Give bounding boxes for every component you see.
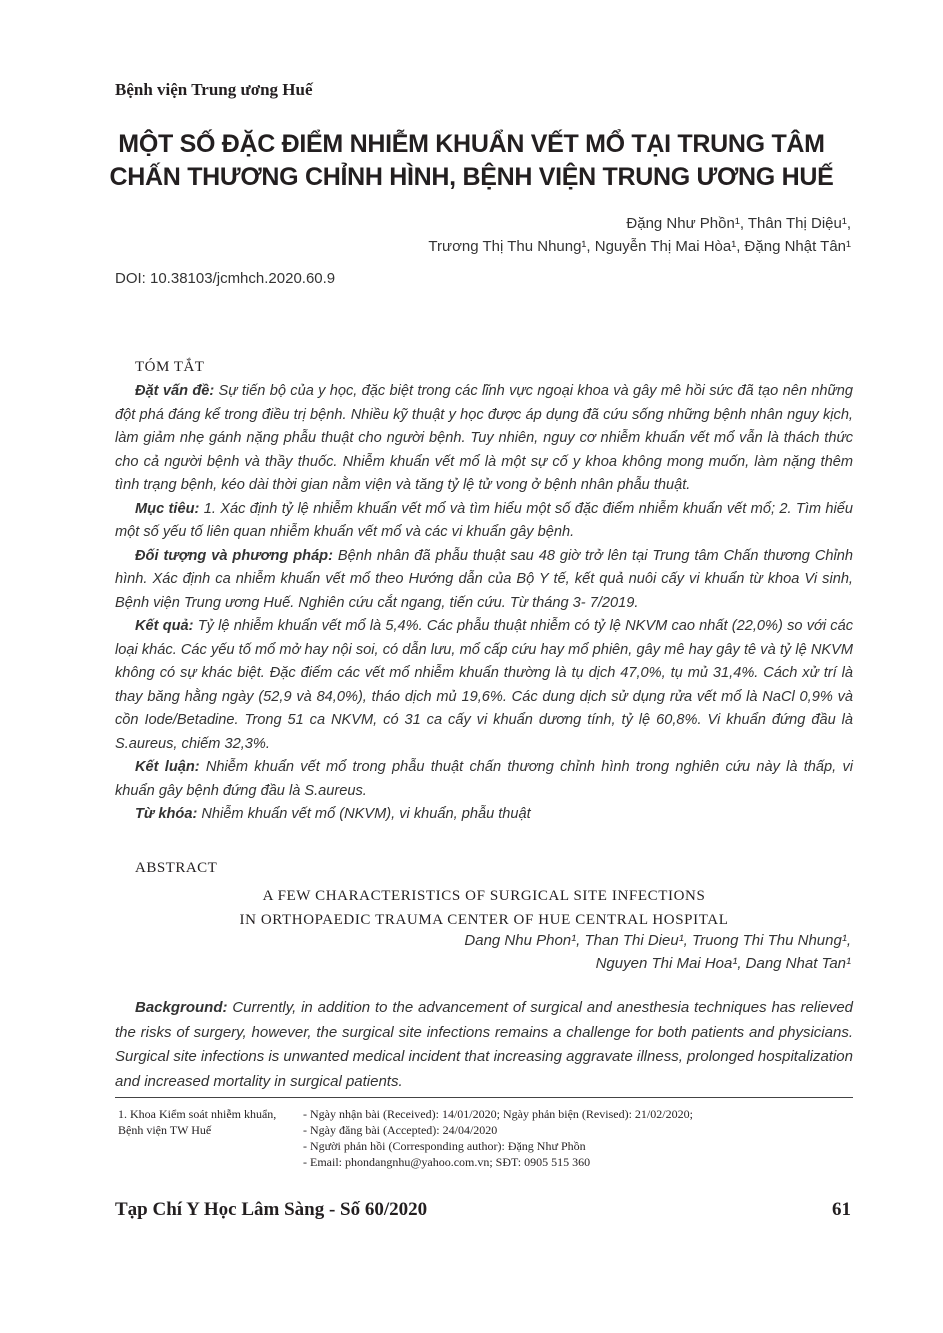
author-list <box>428 212 851 258</box>
title-line-2: CHẤN THƯƠNG CHỈNH HÌNH, BỆNH VIỆN TRUNG ƯƠNG HUẾ <box>109 163 834 191</box>
english-title-line-1: A FEW CHARACTERISTICS OF SURGICAL SITE INFECTIONS <box>262 888 706 904</box>
ket-luan-text: Nhiễm khuẩn vết mổ trong phẫu thuật chấn thương chỉnh hình trong nghiên cứu này là thấp, vi khuẩn gây bệnh đứng đầu là S.aureus. <box>115 759 853 799</box>
ket-qua-label: Kết quả: <box>135 618 194 634</box>
doi: DOI: 10.38103/jcmhch.2020.60.9 <box>115 270 336 287</box>
footnote-corresponding: - Người phản hồi (Corresponding author): Đặng Như Phồn <box>303 1139 586 1153</box>
ket-luan-label: Kết luận: <box>135 759 200 775</box>
page-number: 61 <box>832 1199 851 1220</box>
muc-tieu-text: 1. Xác định tỷ lệ nhiễm khuẩn vết mổ và tìm hiểu một số đặc điểm nhiễm khuẩn vết mổ; 2. Tìm hiểu một số yếu tố liên quan nhiễm khuẩn vết mổ và các vi khuẩn gây bệnh. <box>115 500 853 540</box>
abstract-heading: ABSTRACT <box>135 860 218 876</box>
ket-qua-text: Tỷ lệ nhiễm khuẩn vết mổ là 5,4%. Các phẫu thuật nhiễm có tỷ lệ NKVM cao nhất (22,0%) so với các loại khác. Các yếu tố mổ mở hay nội soi, có dẫn lưu, mổ cấp cứu hay mổ phiên, gây mê hay gây tê và tỷ lệ NKVM không có sự khác biệt. Đặc điểm các vết mổ nhiễm khuẩn thường là tụ dịch 47,0%, tụ mủ 31,4%. Cách xử trí là thay băng hằng ngày (52,9 và 84,0%), tháo dịch mủ 19,6%. Các dung dịch sử dụng rửa vết mổ là NaCl 0,9% và cồn Iode/Betadine. Trong 51 ca NKVM, có 31 ca cấy vi khuẩn dương tính, tỷ lệ 60,8%. Vi khuẩn đứng đầu là S.aureus, chiếm 32,3%. <box>115 618 853 752</box>
english-authors-line-1: Dang Nhu Phon¹, Than Thi Dieu¹, Truong Thi Thu Nhung¹, <box>464 932 851 949</box>
title-line-1: MỘT SỐ ĐẶC ĐIỂM NHIỄM KHUẨN VẾT MỔ TẠI TRUNG TÂM <box>118 130 825 158</box>
footnote-affiliation: 1. Khoa Kiểm soát nhiễm khuẩn, Bệnh viện TW Huế <box>118 1107 277 1137</box>
footnote-divider <box>115 1097 853 1098</box>
tu-khoa-label: Từ khóa: <box>135 806 198 822</box>
vietnamese-abstract <box>115 380 853 827</box>
english-title <box>115 884 853 932</box>
tu-khoa-paragraph <box>115 803 853 827</box>
running-header: Bệnh viện Trung ương Huế <box>115 80 313 99</box>
muc-tieu-label: Mục tiêu: <box>135 500 200 517</box>
background-label: Background: <box>135 999 228 1016</box>
journal-footer: Tạp Chí Y Học Lâm Sàng - Số 60/2020 <box>115 1199 428 1220</box>
dat-van-de-label: Đặt vấn đề: <box>135 383 215 399</box>
ket-luan-paragraph <box>115 756 853 803</box>
authors-line-2: Trương Thị Thu Nhung¹, Nguyễn Thị Mai Hòa¹, Đặng Nhật Tân¹ <box>428 238 851 255</box>
background-paragraph <box>115 996 853 1094</box>
dat-van-de-paragraph <box>115 380 853 498</box>
dat-van-de-text: Sự tiến bộ của y học, đặc biệt trong các lĩnh vực ngoại khoa và gây mê hồi sức đã tạo nên những đột phá đáng kể trong điều trị bệnh. Nhiều kỹ thuật y học được áp dụng đã cứu sống những bệnh nhân nguy kịch, làm giảm nhẹ gánh nặng phẫu thuật cho người bệnh. Tuy nhiên, nguy cơ nhiễm khuẩn vết mổ vẫn là thách thức cho cả người bệnh và thầy thuốc. Nhiễm khuẩn vết mổ là một sự cố y khoa không mong muốn, làm nặng thêm tình trạng bệnh, kéo dài thời gian nằm viện và tăng tỷ lệ tử vong ở bệnh nhân phẫu thuật. <box>115 383 853 493</box>
tomtat-heading: TÓM TẮT <box>135 359 205 375</box>
background-text: Currently, in addition to the advancement of surgical and anesthesia techniques has relieved the risks of surgery, however, the surgical site infections remains a challenge for both patients and physicians. Surgical site infections is unwanted medical incident that increasing aggravate illness, prolonged hospitalization and increased mortality in surgical patients. <box>115 999 853 1090</box>
footnote-accepted: - Ngày đăng bài (Accepted): 24/04/2020 <box>303 1123 498 1137</box>
doi-tuong-paragraph <box>115 545 853 616</box>
doi-tuong-text: Bệnh nhân đã phẫu thuật sau 48 giờ trở lên tại Trung tâm Chấn thương Chỉnh hình. Xác định ca nhiễm khuẩn vết mổ theo Hướng dẫn của Bộ Y tế, kết quả nuôi cấy vi khuẩn từ khoa Vi sinh, Bệnh viện Trung ương Huế. Nghiên cứu cắt ngang, tiến cứu. Từ tháng 3- 7/2019. <box>115 547 853 611</box>
english-abstract <box>115 996 853 1094</box>
tu-khoa-text: Nhiễm khuẩn vết mổ (NKVM), vi khuẩn, phẫu thuật <box>197 806 531 822</box>
article-title <box>80 128 863 194</box>
ket-qua-paragraph <box>115 615 853 756</box>
footnote-received: - Ngày nhận bài (Received): 14/01/2020; Ngày phản biện (Revised): 21/02/2020; <box>303 1107 693 1121</box>
footnote-dates <box>303 1106 853 1170</box>
muc-tieu-paragraph <box>115 498 853 545</box>
english-authors-line-2: Nguyen Thi Mai Hoa¹, Dang Nhat Tan¹ <box>595 955 851 972</box>
footnote-email: - Email: phondangnhu@yahoo.com.vn; SĐT: 0905 515 360 <box>303 1155 591 1169</box>
english-author-list <box>464 929 851 975</box>
authors-line-1: Đặng Như Phồn¹, Thân Thị Diệu¹, <box>626 215 851 232</box>
doi-tuong-label: Đối tượng và phương pháp: <box>135 547 333 564</box>
english-title-line-2: IN ORTHOPAEDIC TRAUMA CENTER OF HUE CENTRAL HOSPITAL <box>239 912 729 928</box>
